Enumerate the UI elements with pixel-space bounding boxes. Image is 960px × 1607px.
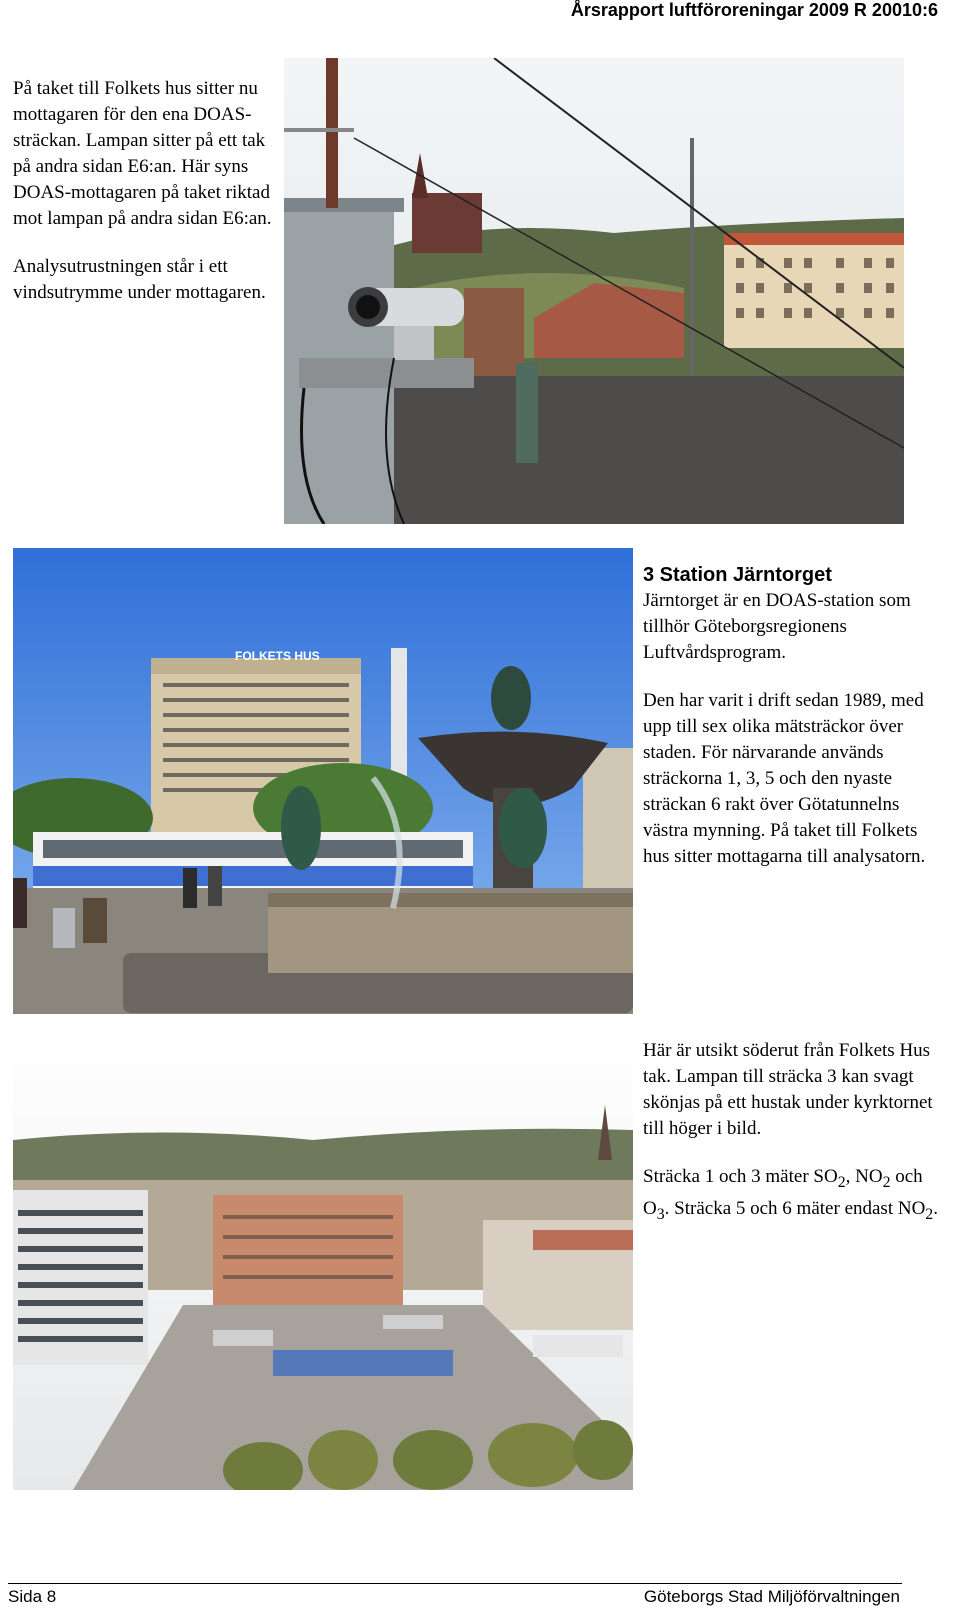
text: . — [933, 1197, 938, 1219]
text: och O — [643, 1166, 923, 1219]
paragraph: Analysutrustningen står i ett vindsutrymme under mottagaren. — [13, 256, 266, 303]
photo-rooftop-doas-receiver — [284, 58, 904, 524]
folkets-hus-sign: FOLKETS HUS — [235, 649, 320, 663]
station-jarntorget-section — [643, 562, 943, 892]
view-south-caption — [643, 1038, 943, 1250]
text: Sträcka 1 och 3 mäter SO — [643, 1166, 838, 1187]
subscript: 2 — [882, 1173, 891, 1191]
subscript: 2 — [925, 1205, 934, 1223]
text: . Sträcka 5 och 6 mäter endast NO — [664, 1197, 926, 1219]
text: , NO — [845, 1166, 883, 1187]
paragraph: Här är utsikt söderut från Folkets Hus tak. Lampan till sträcka 3 kan svagt skönjas på ett hustak under kyrktornet till höger i bild. — [643, 1040, 933, 1139]
footer-organization: Göteborgs Stad Miljöförvaltningen — [643, 1587, 900, 1606]
paragraph: På taket till Folkets hus sitter nu mottagaren för den ena DOAS-sträckan. Lampan sitter på ett tak på andra sidan E6:an. Här syns DOAS-mottagaren på taket riktad mot lampan på andra sidan E6:an. — [13, 78, 272, 229]
footer-divider — [8, 1583, 902, 1584]
subscript: 2 — [837, 1173, 846, 1191]
photo-view-south — [13, 1030, 633, 1490]
photo-jarntorget-fountain — [13, 548, 633, 1014]
subscript: 3 — [656, 1205, 665, 1223]
section-heading: 3 Station Järntorget — [643, 564, 832, 586]
pollutants-paragraph — [643, 1164, 943, 1228]
report-header: Årsrapport luftföroreningar 2009 R 20010:6 — [570, 0, 938, 20]
page-number: Sida 8 — [8, 1587, 57, 1606]
paragraph: Järntorget är en DOAS-station som tillhör Göteborgsregionens Luftvårdsprogram. — [643, 590, 911, 663]
doas-receiver-description — [13, 76, 273, 328]
paragraph: Den har varit i drift sedan 1989, med upp till sex olika mätsträckor över staden. För närvarande används sträckorna 1, 3, 5 och den nyaste sträckan 6 rakt över Götatunnelns västra mynning. På taket till Folkets hus sitter mottagarna till analysatorn. — [643, 690, 926, 867]
